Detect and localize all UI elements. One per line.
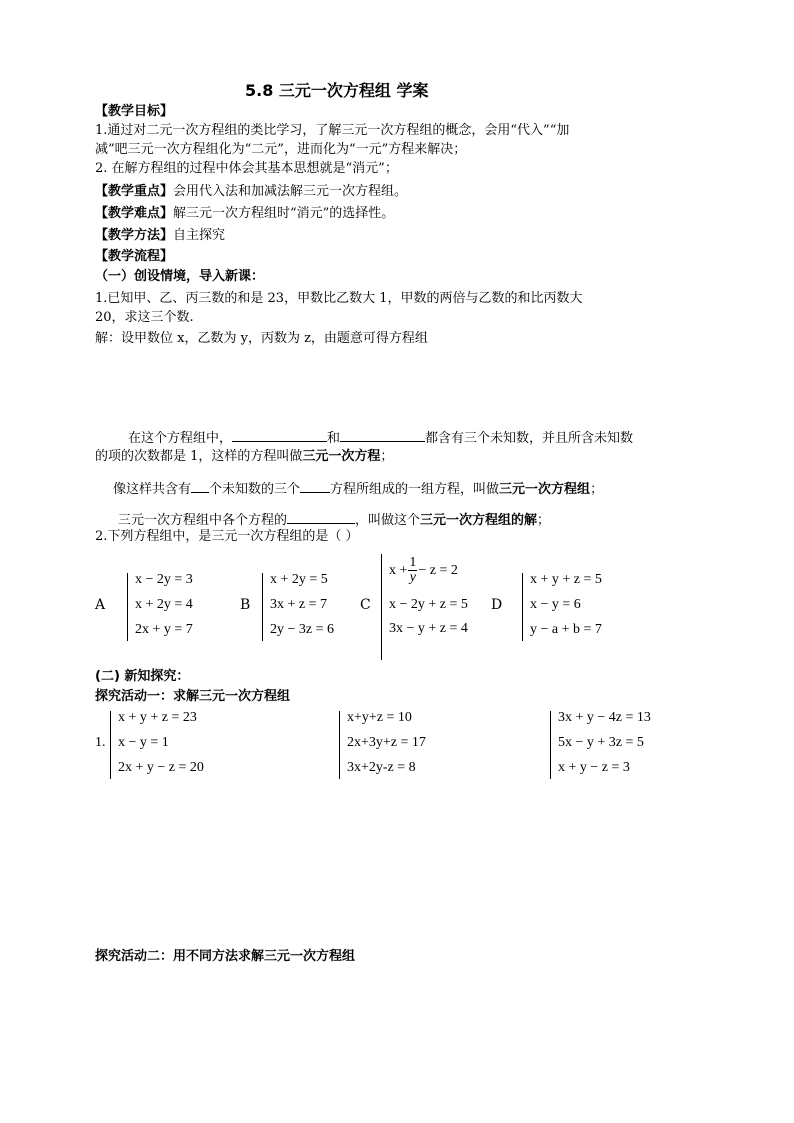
term-ternary-system: 三元一次方程组 xyxy=(499,482,591,497)
brace-icon xyxy=(522,573,529,641)
equation: y − a + b = 7 xyxy=(530,622,602,637)
equation: 2x+3y+z = 17 xyxy=(347,735,426,750)
brace-icon xyxy=(110,711,117,779)
solution-line: 解：设甲数位 x，乙数为 y，丙数为 z，由题意可得方程组 xyxy=(95,331,428,346)
fill-3-text-a: 三元一次方程组中各个方程的 xyxy=(118,513,288,528)
equation: 3x − y + z = 4 xyxy=(389,621,468,636)
method-text: 自主探究 xyxy=(173,228,226,243)
option-a-label: A xyxy=(95,597,106,613)
key-point xyxy=(95,183,407,201)
brace-icon xyxy=(339,711,346,779)
question-2: 2.下列方程组中，是三元一次方程组的是（ ） xyxy=(95,529,359,544)
equation: 3x+2y-z = 8 xyxy=(347,760,416,775)
equation: 3x + y − 4z = 13 xyxy=(558,710,651,725)
method xyxy=(95,227,225,245)
key-point-text: 会用代入法和加减法解三元一次方程组。 xyxy=(173,184,408,199)
system-1 xyxy=(110,709,250,781)
fill-in-sentence-2 xyxy=(113,478,603,499)
fill-1-text-c: 都含有三个未知数，并且所含未知数 xyxy=(425,431,634,446)
fraction xyxy=(408,556,417,585)
fill-1-line2-text: 的项的次数都是 1，这样的方程叫做 xyxy=(95,449,303,464)
brace-icon xyxy=(381,554,388,660)
difficulty-text: 解三元一次方程组时“消元”的选择性。 xyxy=(173,206,395,221)
item-1-label: 1. xyxy=(95,735,106,750)
blank-equation-type[interactable] xyxy=(300,478,330,493)
fill-2-text-b: 个未知数的三个 xyxy=(209,482,301,497)
option-c-system[interactable] xyxy=(381,552,501,662)
equation: x − y = 6 xyxy=(530,597,581,612)
blank-count[interactable] xyxy=(191,478,209,493)
fill-2-end: ； xyxy=(590,482,604,497)
equation: 3x + z = 7 xyxy=(270,597,328,612)
fill-3-end: ； xyxy=(537,513,551,528)
page-title: 5.8 三元一次方程组 学案 xyxy=(245,81,429,100)
objective-1-line-2: 减”吧三元一次方程组化为“二元”，进而化为“一元”方程来解决； xyxy=(95,142,467,157)
brace-icon xyxy=(550,711,557,779)
fraction-denominator: y xyxy=(409,570,417,586)
equation: x + 2y = 5 xyxy=(270,572,328,587)
key-point-label: 【教学重点】 xyxy=(95,184,174,199)
problem-1-line-2: 20，求这三个数. xyxy=(95,310,194,325)
difficulty xyxy=(95,205,394,223)
option-d-system[interactable] xyxy=(522,571,642,643)
option-c-label: C xyxy=(360,597,371,613)
objective-1-line-1: 1.通过对二元一次方程组的类比学习，了解三元一次方程组的概念，会用“代入”“加 xyxy=(95,123,570,138)
brace-icon xyxy=(262,573,269,641)
objective-2: 2. 在解方程组的过程中体会其基本思想就是“消元”； xyxy=(95,161,398,176)
fill-in-sentence-1-line-2 xyxy=(95,448,393,466)
term-ternary-equation: 三元一次方程 xyxy=(302,449,381,464)
blank-common-solution[interactable] xyxy=(287,509,355,524)
equation: x + y + z = 5 xyxy=(530,572,602,587)
equation: 2y − 3z = 6 xyxy=(270,622,335,637)
blank-equation-2[interactable] xyxy=(340,427,425,442)
option-a-system[interactable] xyxy=(127,571,247,643)
fraction-suffix: − z = 2 xyxy=(418,563,458,578)
equation: x + y + z = 23 xyxy=(118,710,197,725)
fill-2-text-a: 像这样共含有 xyxy=(113,482,192,497)
fill-1-text-b: 和 xyxy=(327,431,341,446)
activity-1-heading: 探究活动一：求解三元一次方程组 xyxy=(95,689,291,704)
system-3 xyxy=(550,709,690,781)
section-1-heading: （一）创设情境，导入新课： xyxy=(95,269,265,284)
equation: 2x + y − z = 20 xyxy=(118,760,204,775)
method-label: 【教学方法】 xyxy=(95,228,174,243)
equation: 2x + y = 7 xyxy=(135,622,193,637)
equation: x − 2y = 3 xyxy=(135,572,193,587)
fill-in-sentence-3 xyxy=(118,509,550,530)
option-d-label: D xyxy=(491,597,503,613)
difficulty-label: 【教学难点】 xyxy=(95,206,174,221)
blank-equation-1[interactable] xyxy=(232,427,327,442)
brace-icon xyxy=(127,573,134,641)
fill-1-line2-end: ； xyxy=(380,449,394,464)
fraction-prefix: x + xyxy=(389,563,408,578)
fill-in-sentence-1 xyxy=(128,427,633,448)
equation: x − y = 1 xyxy=(118,735,169,750)
equation: x + y − z = 3 xyxy=(558,760,630,775)
process-heading: 【教学流程】 xyxy=(95,249,174,264)
equation: x + 2y = 4 xyxy=(135,597,193,612)
activity-2-heading: 探究活动二：用不同方法求解三元一次方程组 xyxy=(95,949,356,964)
fraction-numerator: 1 xyxy=(409,555,417,571)
system-2 xyxy=(339,709,479,781)
equation-with-fraction xyxy=(389,554,458,588)
objectives-heading: 【教学目标】 xyxy=(95,104,174,119)
problem-1-line-1: 1.已知甲、乙、丙三数的和是 23，甲数比乙数大 1，甲数的两倍与乙数的和比丙数大 xyxy=(95,291,583,306)
fill-3-text-b: ，叫做这个 xyxy=(355,513,421,528)
equation: x+y+z = 10 xyxy=(347,710,412,725)
equation: x − 2y + z = 5 xyxy=(389,597,468,612)
fill-2-text-c: 方程所组成的一组方程，叫做 xyxy=(330,482,500,497)
term-system-solution: 三元一次方程组的解 xyxy=(420,513,538,528)
section-2-heading: (二) 新知探究： xyxy=(95,669,190,684)
fill-1-text-a: 在这个方程组中， xyxy=(128,431,233,446)
option-b-label: B xyxy=(240,597,251,613)
equation: 5x − y + 3z = 5 xyxy=(558,735,644,750)
